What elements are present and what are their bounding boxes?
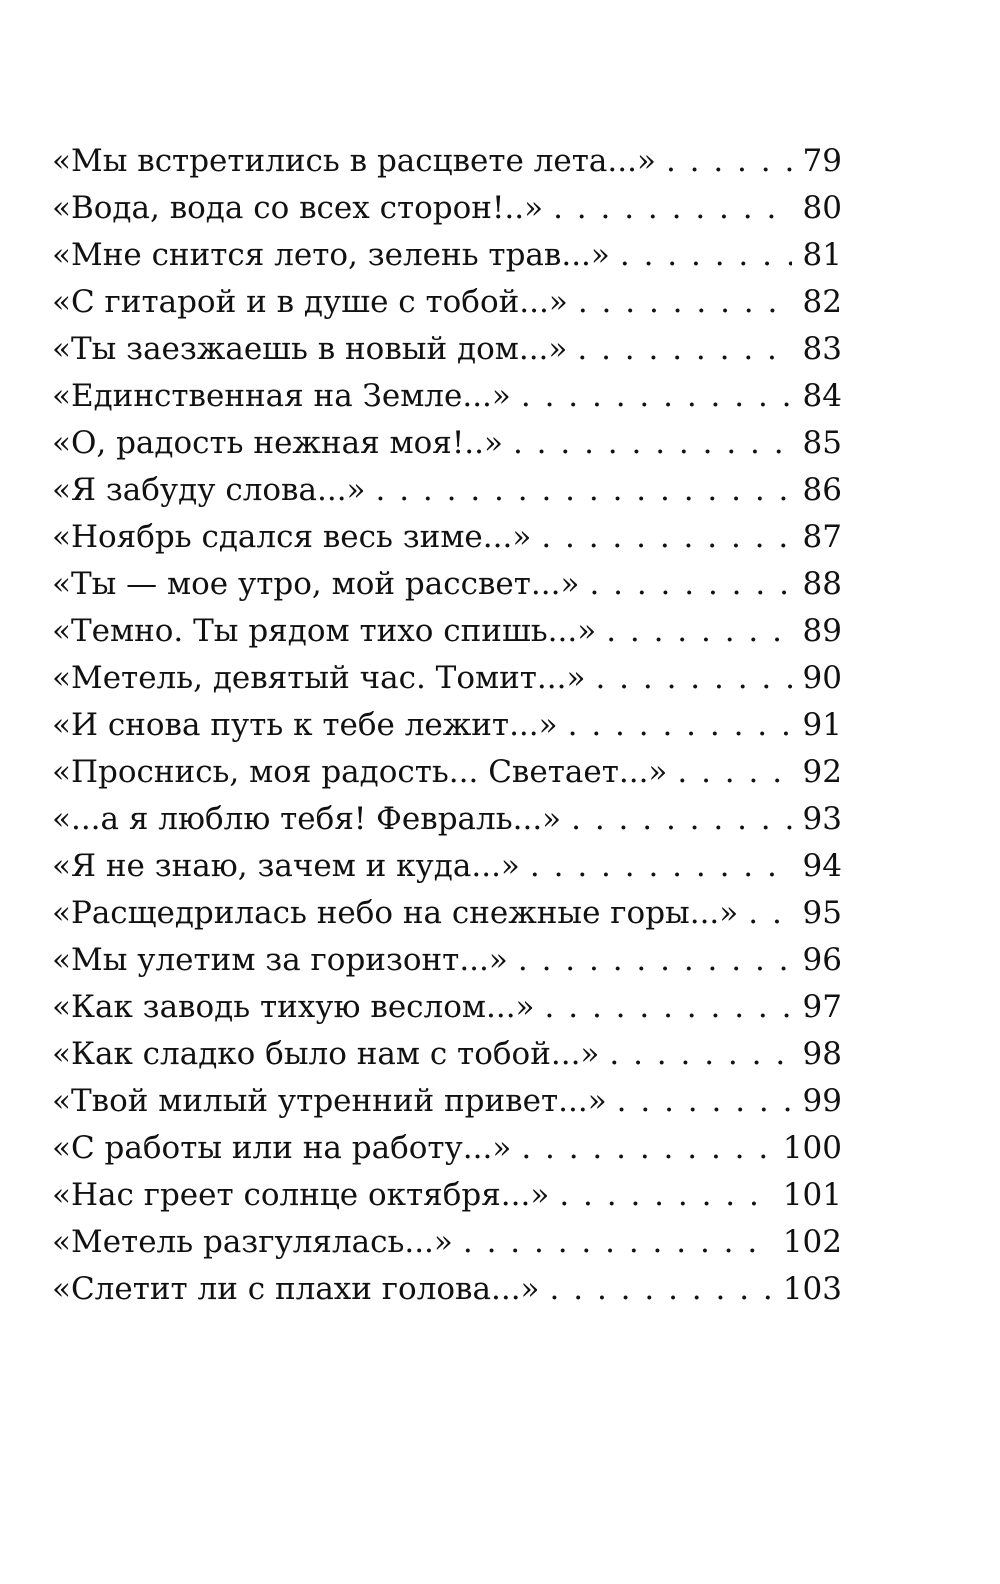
entry-title: «Расщедрилась небо на снежные горы...» — [52, 895, 739, 931]
entry-title: «Я не знаю, зачем и куда...» — [52, 848, 520, 884]
toc-entry — [52, 514, 842, 561]
page-number: 97 — [802, 989, 842, 1025]
entry-title: «Проснись, моя радость... Светает...» — [52, 754, 668, 790]
dot-leader — [513, 420, 792, 467]
entry-title: «Ты заезжаешь в новый дом...» — [52, 331, 568, 367]
page-number: 81 — [802, 237, 842, 273]
entry-title: «Как сладко было нам с тобой...» — [52, 1036, 600, 1072]
page-number: 88 — [802, 566, 842, 602]
toc-entry — [52, 1078, 842, 1125]
toc-entry — [52, 749, 842, 796]
toc-entry — [52, 608, 842, 655]
toc-entry — [52, 890, 842, 937]
dot-leader — [595, 655, 792, 702]
page-number: 80 — [802, 190, 842, 226]
toc-entry — [52, 937, 842, 984]
page-number: 85 — [802, 425, 842, 461]
dot-leader — [541, 514, 792, 561]
toc-entry — [52, 1031, 842, 1078]
page-number: 103 — [782, 1271, 842, 1307]
dot-leader — [589, 561, 792, 608]
toc-entry — [52, 232, 842, 279]
toc-entry — [52, 984, 842, 1031]
dot-leader — [620, 232, 792, 279]
dot-leader — [550, 1266, 773, 1313]
toc-entry — [52, 185, 842, 232]
page-number: 87 — [802, 519, 842, 555]
toc-entry — [52, 138, 842, 185]
entry-title: «Темно. Ты рядом тихо спишь...» — [52, 613, 597, 649]
toc-entry — [52, 373, 842, 420]
entry-title: «Слетит ли с плахи голова...» — [52, 1271, 540, 1307]
entry-title: «С гитарой и в душе с тобой...» — [52, 284, 568, 320]
entry-title: «Мне снится лето, зелень трав...» — [52, 237, 610, 273]
page-number: 98 — [802, 1036, 842, 1072]
page-number: 84 — [802, 378, 842, 414]
entry-title: «И снова путь к тебе лежит...» — [52, 707, 558, 743]
page-number: 100 — [782, 1130, 842, 1166]
entry-title: «Как заводь тихую веслом...» — [52, 989, 535, 1025]
dot-leader — [521, 1125, 773, 1172]
page-number: 86 — [802, 472, 842, 508]
toc-entry — [52, 655, 842, 702]
dot-leader — [666, 138, 792, 185]
entry-title: «Я забуду слова...» — [52, 472, 366, 508]
dot-leader — [748, 890, 792, 937]
dot-leader — [609, 1031, 792, 1078]
page-number: 102 — [782, 1224, 842, 1260]
entry-title: «Ноябрь сдался весь зиме...» — [52, 519, 532, 555]
page-number: 90 — [802, 660, 842, 696]
dot-leader — [578, 279, 792, 326]
dot-leader — [568, 702, 792, 749]
entry-title: «Метель, девятый час. Томит...» — [52, 660, 586, 696]
toc-entry — [52, 326, 842, 373]
page-number: 95 — [802, 895, 842, 931]
entry-title: «Мы встретились в расцвете лета...» — [52, 143, 656, 179]
dot-leader — [571, 796, 792, 843]
dot-leader — [521, 373, 792, 420]
toc-entry — [52, 561, 842, 608]
toc-entry — [52, 279, 842, 326]
toc-entry — [52, 1172, 842, 1219]
page-number: 83 — [802, 331, 842, 367]
page-number: 79 — [802, 143, 842, 179]
toc-entry — [52, 467, 842, 514]
page-number: 99 — [802, 1083, 842, 1119]
page-number: 89 — [802, 613, 842, 649]
entry-title: «Метель разгулялась...» — [52, 1224, 453, 1260]
table-of-contents — [52, 138, 842, 1313]
entry-title: «...а я люблю тебя! Февраль...» — [52, 801, 562, 837]
entry-title: «Ты — мое утро, мой рассвет...» — [52, 566, 580, 602]
dot-leader — [530, 843, 792, 890]
dot-leader — [577, 326, 792, 373]
page-number: 91 — [802, 707, 842, 743]
dot-leader — [677, 749, 792, 796]
page-number: 82 — [802, 284, 842, 320]
dot-leader — [617, 1078, 792, 1125]
toc-entry — [52, 796, 842, 843]
entry-title: «Твой милый утренний привет...» — [52, 1083, 607, 1119]
dot-leader — [606, 608, 792, 655]
entry-title: «Мы улетим за горизонт...» — [52, 942, 508, 978]
toc-entry — [52, 1125, 842, 1172]
toc-entry — [52, 1219, 842, 1266]
toc-entry — [52, 702, 842, 749]
page-number: 94 — [802, 848, 842, 884]
page-number: 96 — [802, 942, 842, 978]
toc-entry — [52, 843, 842, 890]
entry-title: «Единственная на Земле...» — [52, 378, 511, 414]
toc-entry — [52, 420, 842, 467]
dot-leader — [545, 984, 792, 1031]
page-number: 93 — [802, 801, 842, 837]
toc-entry — [52, 1266, 842, 1313]
entry-title: «С работы или на работу...» — [52, 1130, 512, 1166]
entry-title: «Нас греет солнце октября...» — [52, 1177, 550, 1213]
dot-leader — [559, 1172, 772, 1219]
dot-leader — [463, 1219, 773, 1266]
page-number: 101 — [782, 1177, 842, 1213]
entry-title: «О, радость нежная моя!..» — [52, 425, 503, 461]
page-number: 92 — [802, 754, 842, 790]
dot-leader — [376, 467, 792, 514]
entry-title: «Вода, вода со всех сторон!..» — [52, 190, 544, 226]
dot-leader — [518, 937, 792, 984]
dot-leader — [553, 185, 792, 232]
